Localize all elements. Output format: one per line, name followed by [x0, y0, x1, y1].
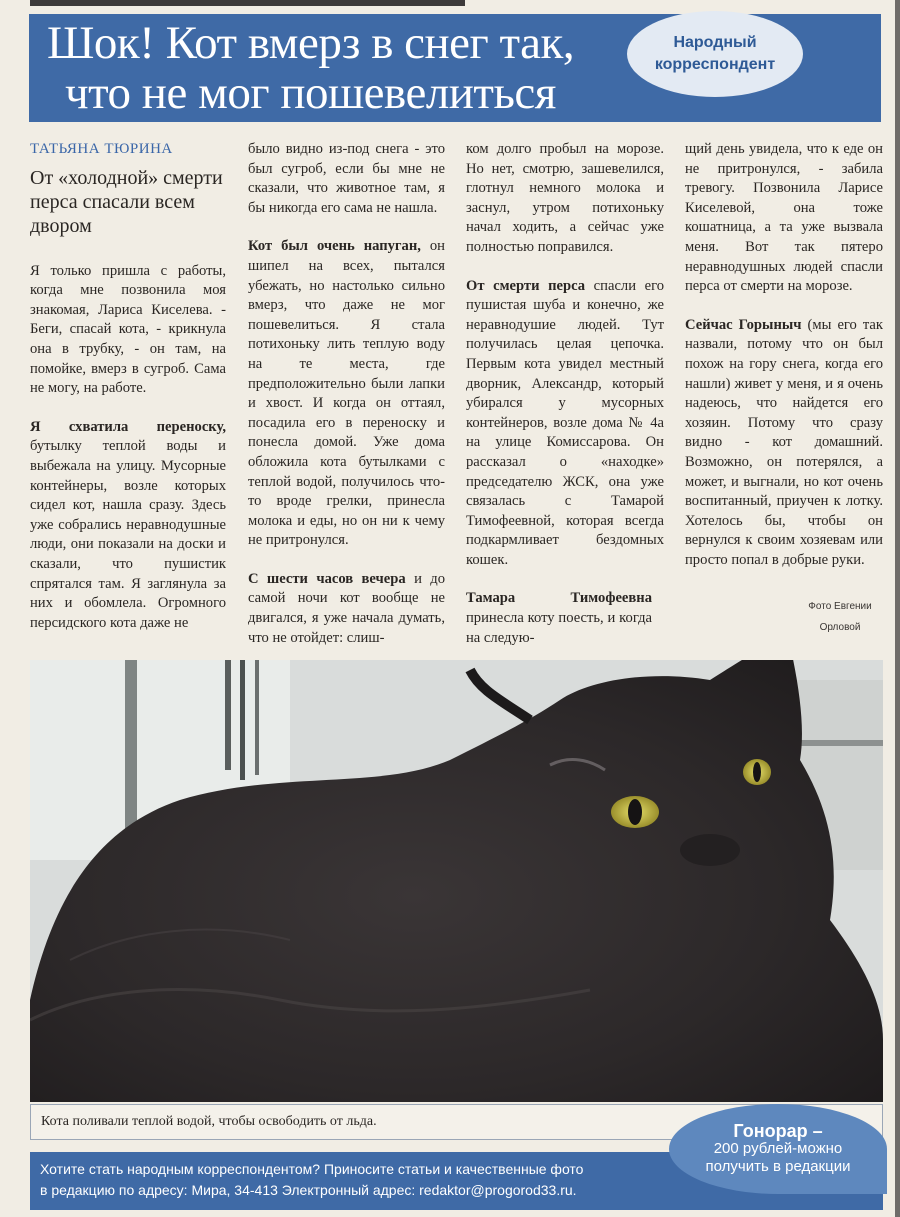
paragraph: ком долго пробыл на морозе. Но нет, смотрю, зашевелился, глотнул немного молока и заснул, утром потихоньку начал ходить, а сейчас уже полностью поправился.: [466, 141, 664, 255]
lead-in: Сейчас Горыныч: [685, 316, 802, 333]
article-column-3: [466, 140, 664, 648]
footer-line-1: Хотите стать народным корреспондентом? Приносите статьи и качественные фото: [40, 1161, 584, 1177]
paragraph-text: и до самой ночи кот вообще не двигался, я уже начала думать, что не отойдет: слиш-: [248, 570, 445, 646]
headline-line-1: Шок! Кот вмерз в снег так,: [47, 17, 575, 69]
author-name: ТАТЬЯНА ТЮРИНА: [30, 141, 173, 157]
lead-in: От смерти перса: [466, 277, 586, 294]
paragraph: [248, 237, 445, 551]
paragraph-text: принесла коту поесть, и когда на следую-: [466, 610, 652, 646]
lead-in: Я схватила переноску,: [30, 418, 226, 435]
lead-in: С шести часов вечера: [248, 570, 406, 587]
paragraph-text: бутылку теплой воды и выбежала на улицу. Мусорные контейнеры, возле которых сидел кот, нашла сразу. Здесь уже собрались неравнодушные люди, они показали на доски и сказали, что пушистик спрятался там. Я заглянула за них и обомлела. Огромного персидского кота даже не: [30, 438, 226, 631]
paragraph: [685, 316, 883, 571]
paragraph: [466, 589, 652, 648]
paragraph-text: спасли его пушистая шуба и конечно, же неравнодушие людей. Тут получилась целая цепочка. Первым кота увидел местный дворник, Александр, который убирался у мусорных контейнеров, возле дома № 4а на улице Комиссарова. Он рассказал о «находке» председателю ЖСК, она уже связалась с Тамарой Тимофеевной, которая всегда подкармливает бездомных кошек.: [466, 277, 665, 568]
paragraph: [30, 418, 226, 634]
fee-badge: [669, 1104, 887, 1194]
cat-photo-graphic: [30, 660, 883, 1102]
footer-text: [40, 1159, 680, 1201]
paragraph: щий день увидела, что к еде он не притронулся, - забила тревогу. Позвонила Ларисе Киселевой, она тоже кошатница, а та уже вызвала меня. Вот так пятеро неравнодушных людей спасли перса от смерти на морозе.: [685, 141, 883, 295]
lead-in: Тамара Тимофеевна: [466, 590, 652, 607]
headline: [47, 18, 667, 118]
subheadline: От «холодной» смерти перса спасали всем двором: [30, 166, 223, 237]
paragraph-text: он шипел на всех, пытался убежать, но настолько сильно вмерз, что даже не мог пошевелиться. Я стала потихоньку лить теплую воду на те места, где предположительно были лапки и хвост. И когда он оттаял, посадила его в переноску и понесла домой. Уже дома обложила кота бутылками с теплой водой, получилось что-то вроде грелки, принесла молока и еды, но он ни к чему не притронулся.: [248, 238, 445, 549]
paragraph: [248, 570, 445, 648]
section-badge: Народный корреспондент: [627, 11, 803, 97]
photo-credit: Фото Евгении Орловой: [808, 601, 872, 633]
cat-photo: [30, 660, 883, 1102]
paragraph: [466, 277, 664, 571]
page-edge: [895, 0, 900, 1217]
photo-caption: Кота поливали теплой водой, чтобы освободить от льда.: [41, 1114, 377, 1129]
paragraph: было видно из-под снега - это был сугроб, если бы мне не сказали, что животное там, я бы никогда его сама не нашла.: [248, 141, 445, 216]
article-column-4: [685, 140, 883, 570]
article-column-2: [248, 140, 445, 648]
headline-line-2: что не мог пошевелиться: [65, 67, 556, 119]
paragraph: Я только пришла с работы, когда мне позвонила моя знакомая, Лариса Киселева. - Беги, спасай кота, - крикнула она в трубку, - он там, на помойке, вмерз в сугроб. Сама не могу, на работе.: [30, 262, 226, 397]
article-column-1: [30, 140, 226, 633]
footer-line-2: в редакцию по адресу: Мира, 34-413 Электронный адрес: redaktor@progorod33.ru.: [40, 1182, 577, 1198]
paragraph-text: (мы его так назвали, потому что он был похож на гору снега, когда его нашли) живет у меня, и я очень надеюсь, что найдется его хозяин. Потому что сразу видно - кот домашний. Возможно, он потерялся, а может, и выгнали, но кот очень воспитанный, приучен к лотку. Хотелось бы, чтобы он вернулся к своим хозяевам или просто попал в добрые руки.: [685, 316, 883, 568]
fee-text: 200 рублей-можно получить в редакции: [705, 1140, 851, 1175]
top-rule: [30, 0, 465, 6]
fee-title: Гонорар –: [733, 1121, 823, 1141]
lead-in: Кот был очень напуган,: [248, 238, 421, 255]
